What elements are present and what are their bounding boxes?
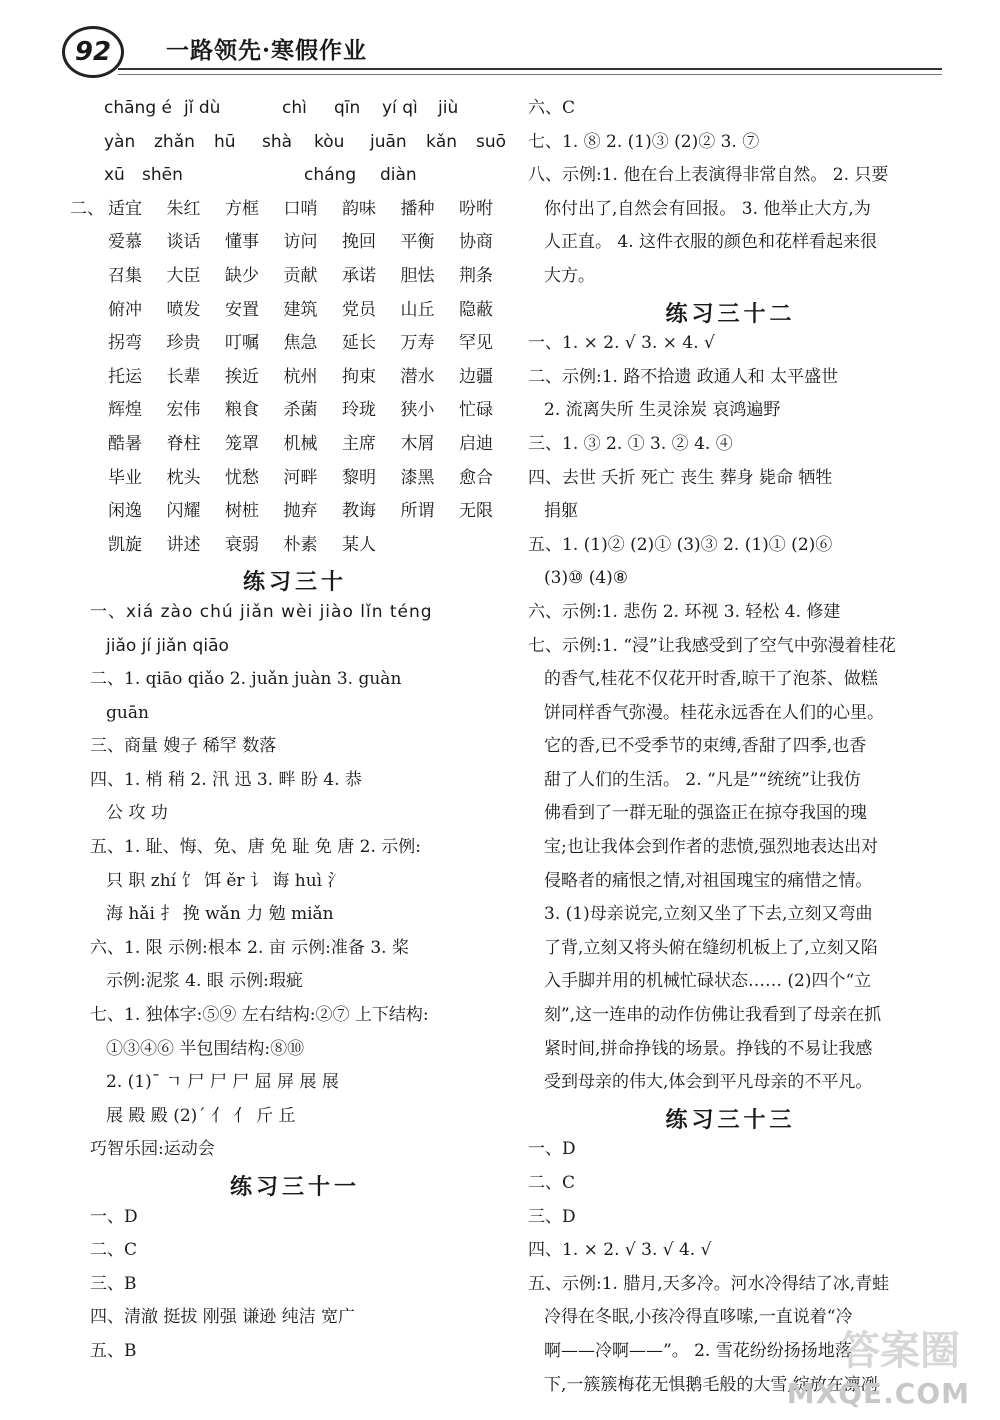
watermark-logo: 答案圈 (840, 1327, 960, 1374)
pinyin-cell: kǎn (426, 131, 458, 152)
word-row (90, 495, 500, 529)
word-cell: 衰弱 (225, 534, 259, 555)
answer-line: 四、去世 夭折 死亡 丧生 葬身 毙命 牺牲 (528, 467, 833, 488)
section-title-31: 练习三十一 (229, 1174, 360, 1200)
word-cell: 隐蔽 (459, 299, 493, 320)
word-cell: 忙碌 (459, 400, 493, 421)
word-cell: 罕见 (459, 333, 493, 354)
word-cell: 主席 (342, 433, 376, 454)
pinyin-cell: jǐ dù (184, 98, 221, 118)
answer-line: 侵略者的痛恨之情,对祖国瑰宝的痛惜之情。 (544, 870, 873, 891)
word-cell: 韵味 (342, 198, 376, 219)
pinyin-cell: kòu (314, 131, 345, 152)
answer-line: 3. (1)母亲说完,立刻又坐了下去,立刻又弯曲 (544, 904, 873, 925)
word-cell: 承诺 (342, 265, 376, 286)
word-cell: 杭州 (283, 366, 318, 387)
answer-line: 公 攻 功 (106, 803, 168, 824)
header-rule (118, 68, 942, 70)
pinyin-cell: chāng é (104, 98, 172, 118)
page-number: 92 (62, 26, 124, 78)
answer-line: 海 hǎi 扌 挽 wǎn 力 勉 miǎn (106, 904, 334, 925)
word-cell: 缺少 (225, 265, 259, 286)
watermark: MXQE.COM (786, 1377, 970, 1410)
pinyin-cell: juān (370, 131, 407, 152)
pinyin-cell: qīn (334, 98, 361, 118)
word-cell: 杀菌 (283, 400, 318, 421)
word-cell: 吩咐 (459, 198, 493, 219)
word-cell: 黎明 (342, 467, 376, 488)
section-title-30: 练习三十 (242, 569, 347, 596)
pinyin-cell: suō (476, 131, 507, 152)
question-label (90, 260, 108, 294)
question-label (90, 428, 108, 462)
question-label (90, 462, 108, 496)
answer-line: 2. 流离失所 生灵涂炭 哀鸿遍野 (544, 400, 781, 421)
pinyin-row (90, 159, 500, 193)
word-cell: 宏伟 (166, 400, 201, 421)
answer-line: 二、1. qiāo qiǎo 2. juǎn juàn 3. guàn (90, 669, 402, 690)
answer-line: 冷得在冬眠,小孩冷得直哆嗦,一直说着“冷 (544, 1307, 853, 1328)
word-cell: 辉煌 (108, 400, 142, 421)
question-label (90, 327, 108, 361)
word-cell: 漆黑 (400, 467, 435, 488)
word-row (90, 462, 500, 496)
question-label (90, 529, 108, 563)
section-title-32: 练习三十二 (665, 300, 796, 327)
word-cell: 拘束 (342, 366, 376, 387)
word-cell: 方框 (225, 198, 259, 219)
answer-line: 五、1. 耻、悔、免、唐 免 耻 免 唐 2. 示例: (90, 837, 421, 858)
answer-line: 七、示例:1. “浸”让我感受到了空气中弥漫着桂花 (528, 635, 896, 656)
word-cell: 叮嘱 (225, 333, 259, 354)
word-cell: 建筑 (283, 299, 318, 320)
header-rule-thin (118, 74, 942, 75)
pinyin-cell: cháng (304, 165, 357, 186)
question-label (90, 495, 108, 529)
answer-line: 四、1. 梢 稍 2. 汛 迅 3. 畔 盼 4. 恭 (90, 769, 362, 790)
answer-line: 下,一簇簇梅花无惧鹅毛般的大雪,绽放在凛冽 (544, 1374, 878, 1395)
answer-line: 二、C (528, 1173, 576, 1193)
section-title-33: 练习三十三 (665, 1106, 796, 1133)
word-cell: 抛弃 (283, 501, 318, 522)
pinyin-cell: xū (104, 165, 125, 186)
pinyin-cell: chì (282, 98, 307, 118)
answer-line: 巧智乐园:运动会 (90, 1139, 215, 1160)
word-cell: 珍贵 (166, 333, 201, 354)
question-label (90, 294, 108, 328)
pinyin-cell: jiù (438, 98, 459, 118)
word-cell: 访问 (283, 232, 318, 253)
answer-line: 捐躯 (544, 501, 578, 522)
word-cell: 荆条 (459, 265, 493, 286)
answer-line: 三、B (90, 1273, 137, 1294)
answer-line: ①③④⑥ 半包围结构:⑧⑩ (106, 1038, 305, 1059)
word-cell: 懂事 (225, 232, 259, 253)
pinyin-row (90, 92, 500, 126)
answer-line: guān (106, 702, 149, 723)
word-cell: 所谓 (400, 501, 435, 522)
word-cell: 河畔 (283, 467, 318, 488)
word-cell: 毕业 (108, 467, 142, 488)
answer-line: 你付出了,自然会有回报。 3. 他举止大方,为 (544, 198, 871, 219)
word-cell: 俯冲 (108, 299, 142, 320)
answer-line: 受到母亲的伟大,体会到平凡母亲的不平凡。 (544, 1072, 873, 1093)
answer-line: 五、B (90, 1340, 137, 1361)
question-label (90, 394, 108, 428)
answer-line: 二、示例:1. 路不拾遗 政通人和 太平盛世 (528, 366, 839, 387)
answer-line: 四、1. × 2. √ 3. √ 4. √ (528, 1240, 712, 1261)
word-row (90, 361, 500, 395)
answer-line: 一、D (528, 1139, 576, 1160)
word-cell: 狭小 (400, 400, 435, 421)
pinyin-cell: hū (214, 131, 236, 152)
answer-line: 啊——冷啊——”。 2. 雪花纷纷扬扬地落 (544, 1340, 852, 1361)
word-cell: 某人 (342, 534, 376, 555)
word-cell: 启迪 (459, 433, 493, 454)
word-cell: 托运 (108, 366, 142, 387)
word-cell: 大臣 (166, 265, 201, 286)
answer-line: 紧时间,拼命挣钱的场景。挣钱的不易让我感 (544, 1038, 873, 1059)
word-cell: 粮食 (225, 400, 259, 421)
pinyin-cell: shà (262, 131, 293, 152)
answer-line: 三、D (528, 1206, 576, 1227)
word-cell: 机械 (283, 433, 318, 454)
word-cell: 讲述 (166, 534, 201, 555)
word-row (90, 294, 500, 328)
answer-line: 一、xiá zào chú jiǎn wèi jiào lǐn téng (90, 601, 433, 622)
pinyin-cell: zhǎn (154, 131, 195, 152)
pinyin-cell: shēn (142, 165, 183, 186)
answer-line: 只 职 zhí 饣 饵 ěr 讠 诲 huì 氵 (106, 870, 345, 891)
word-row (90, 394, 500, 428)
answer-line: 一、D (90, 1206, 138, 1227)
word-cell: 凯旋 (108, 534, 142, 555)
answer-line: 七、1. 独体字:⑤⑨ 左右结构:②⑦ 上下结构: (90, 1005, 429, 1026)
header-title: 一路领先·寒假作业 (166, 37, 368, 64)
word-cell: 潜水 (400, 366, 435, 387)
word-cell: 朱红 (166, 198, 201, 219)
word-cell: 适宜 (108, 198, 142, 219)
word-cell (459, 529, 518, 563)
word-cell: 党员 (342, 299, 376, 320)
pinyin-cell: yàn (104, 131, 136, 152)
word-cell: 无限 (459, 501, 493, 522)
answer-line: 六、C (528, 98, 576, 118)
word-cell: 玲珑 (342, 400, 376, 421)
word-cell: 平衡 (400, 232, 435, 253)
answer-line: 展 殿 殿 (2)ˊ 亻 亻 斤 丘 (106, 1105, 296, 1126)
answer-line: 二、C (90, 1240, 138, 1261)
answer-line: 四、清澈 挺拔 刚强 谦逊 纯洁 宽广 (90, 1307, 356, 1328)
answer-line: 的香气,桂花不仅花开时香,晾干了泡茶、做糕 (544, 669, 878, 690)
word-cell (401, 529, 460, 563)
section-32-body (528, 327, 933, 1100)
answer-line: 六、1. 限 示例:根本 2. 亩 示例:准备 3. 桨 (90, 937, 409, 958)
word-row (70, 193, 500, 227)
answer-line: 刻”,这一连串的动作仿佛让我看到了母亲在抓 (544, 1005, 882, 1026)
word-cell: 边疆 (459, 366, 493, 387)
question-label (90, 226, 108, 260)
answer-line: 七、1. ⑧ 2. (1)③ (2)② 3. ⑦ (528, 131, 760, 152)
word-grid (70, 193, 500, 563)
word-cell: 胆怯 (400, 265, 435, 286)
word-cell: 忧愁 (225, 467, 259, 488)
answer-line: (3)⑩ (4)⑧ (544, 568, 629, 589)
answer-line: 了背,立刻又将头俯在缝纫机板上了,立刻又陷 (544, 937, 878, 958)
word-cell: 树桩 (225, 501, 259, 522)
word-cell: 拐弯 (108, 333, 142, 354)
left-column (70, 92, 507, 1369)
answer-line: 大方。 (544, 265, 595, 286)
word-cell: 万寿 (400, 333, 435, 354)
answer-line: 2. (1)ˉ ㄱ 尸 尸 尸 屈 屏 展 展 (106, 1072, 339, 1093)
word-cell: 笼罩 (225, 433, 259, 454)
right-column (528, 92, 933, 1402)
word-cell: 挽回 (342, 232, 376, 253)
word-row (90, 226, 500, 260)
word-cell: 长辈 (166, 366, 201, 387)
word-row (90, 428, 500, 462)
answer-line: 入手脚并用的机械忙碌状态…… (2)四个“立 (544, 971, 872, 992)
word-cell: 喷发 (166, 299, 201, 320)
answer-line: 示例:泥浆 4. 眼 示例:瑕疵 (106, 971, 303, 992)
answer-line: 八、示例:1. 他在台上表演得非常自然。 2. 只要 (528, 165, 889, 186)
answer-line: 五、示例:1. 腊月,天多冷。河水冷得结了冰,青蛙 (528, 1273, 890, 1294)
pinyin-cell: yí qì (382, 98, 418, 118)
answer-line: 饼同样香气弥漫。桂花永远香在人们的心里。 (544, 702, 884, 723)
word-cell: 挨近 (225, 366, 259, 387)
answer-line: 六、示例:1. 悲伤 2. 环视 3. 轻松 4. 修建 (528, 601, 841, 622)
word-cell: 酷暑 (108, 433, 142, 454)
word-row (90, 529, 500, 563)
word-cell: 山丘 (400, 299, 435, 320)
answer-line: 佛看到了一群无耻的强盗正在掠夺我国的瑰 (544, 803, 867, 824)
answer-line: 甜了人们的生活。 2. “凡是”“统统”让我仿 (544, 769, 861, 790)
word-cell: 安置 (225, 299, 259, 320)
word-cell: 脊柱 (166, 433, 201, 454)
answer-line: 宝;也让我体会到作者的悲愤,强烈地表达出对 (544, 837, 879, 858)
word-cell: 延长 (342, 333, 376, 354)
word-cell: 闪耀 (166, 501, 201, 522)
answer-line: 三、1. ③ 2. ① 3. ② 4. ④ (528, 433, 733, 454)
question-label (90, 361, 108, 395)
word-cell: 教诲 (342, 501, 376, 522)
page-header (62, 18, 942, 78)
word-cell: 朴素 (283, 534, 318, 555)
word-cell: 爱慕 (108, 232, 142, 253)
word-cell: 协商 (459, 232, 493, 253)
word-row (90, 260, 500, 294)
word-row (90, 327, 500, 361)
word-cell: 播种 (400, 198, 435, 219)
pinyin-row (90, 126, 507, 160)
answer-line: 五、1. (1)② (2)① (3)③ 2. (1)① (2)⑥ (528, 534, 833, 555)
word-cell: 枕头 (166, 467, 201, 488)
question-label: 二、 (70, 198, 104, 219)
word-cell: 召集 (108, 265, 142, 286)
word-cell: 愈合 (459, 467, 493, 488)
word-cell: 闲逸 (108, 501, 142, 522)
word-cell: 贡献 (283, 265, 318, 286)
pinyin-cell: diàn (380, 165, 417, 186)
answer-line: jiǎo jí jiǎn qiāo (106, 635, 229, 656)
word-cell: 谈话 (166, 232, 201, 253)
word-cell: 焦急 (283, 333, 318, 354)
answer-line: 人正直。 4. 这件衣服的颜色和花样看起来很 (544, 232, 878, 253)
answer-line: 三、商量 嫂子 稀罕 数落 (90, 736, 277, 757)
word-cell: 口哨 (283, 198, 318, 219)
answer-line: 它的香,已不受季节的束缚,香甜了四季,也香 (544, 736, 867, 757)
word-cell: 木屑 (400, 433, 435, 454)
answer-line: 一、1. × 2. √ 3. × 4. √ (528, 333, 715, 354)
